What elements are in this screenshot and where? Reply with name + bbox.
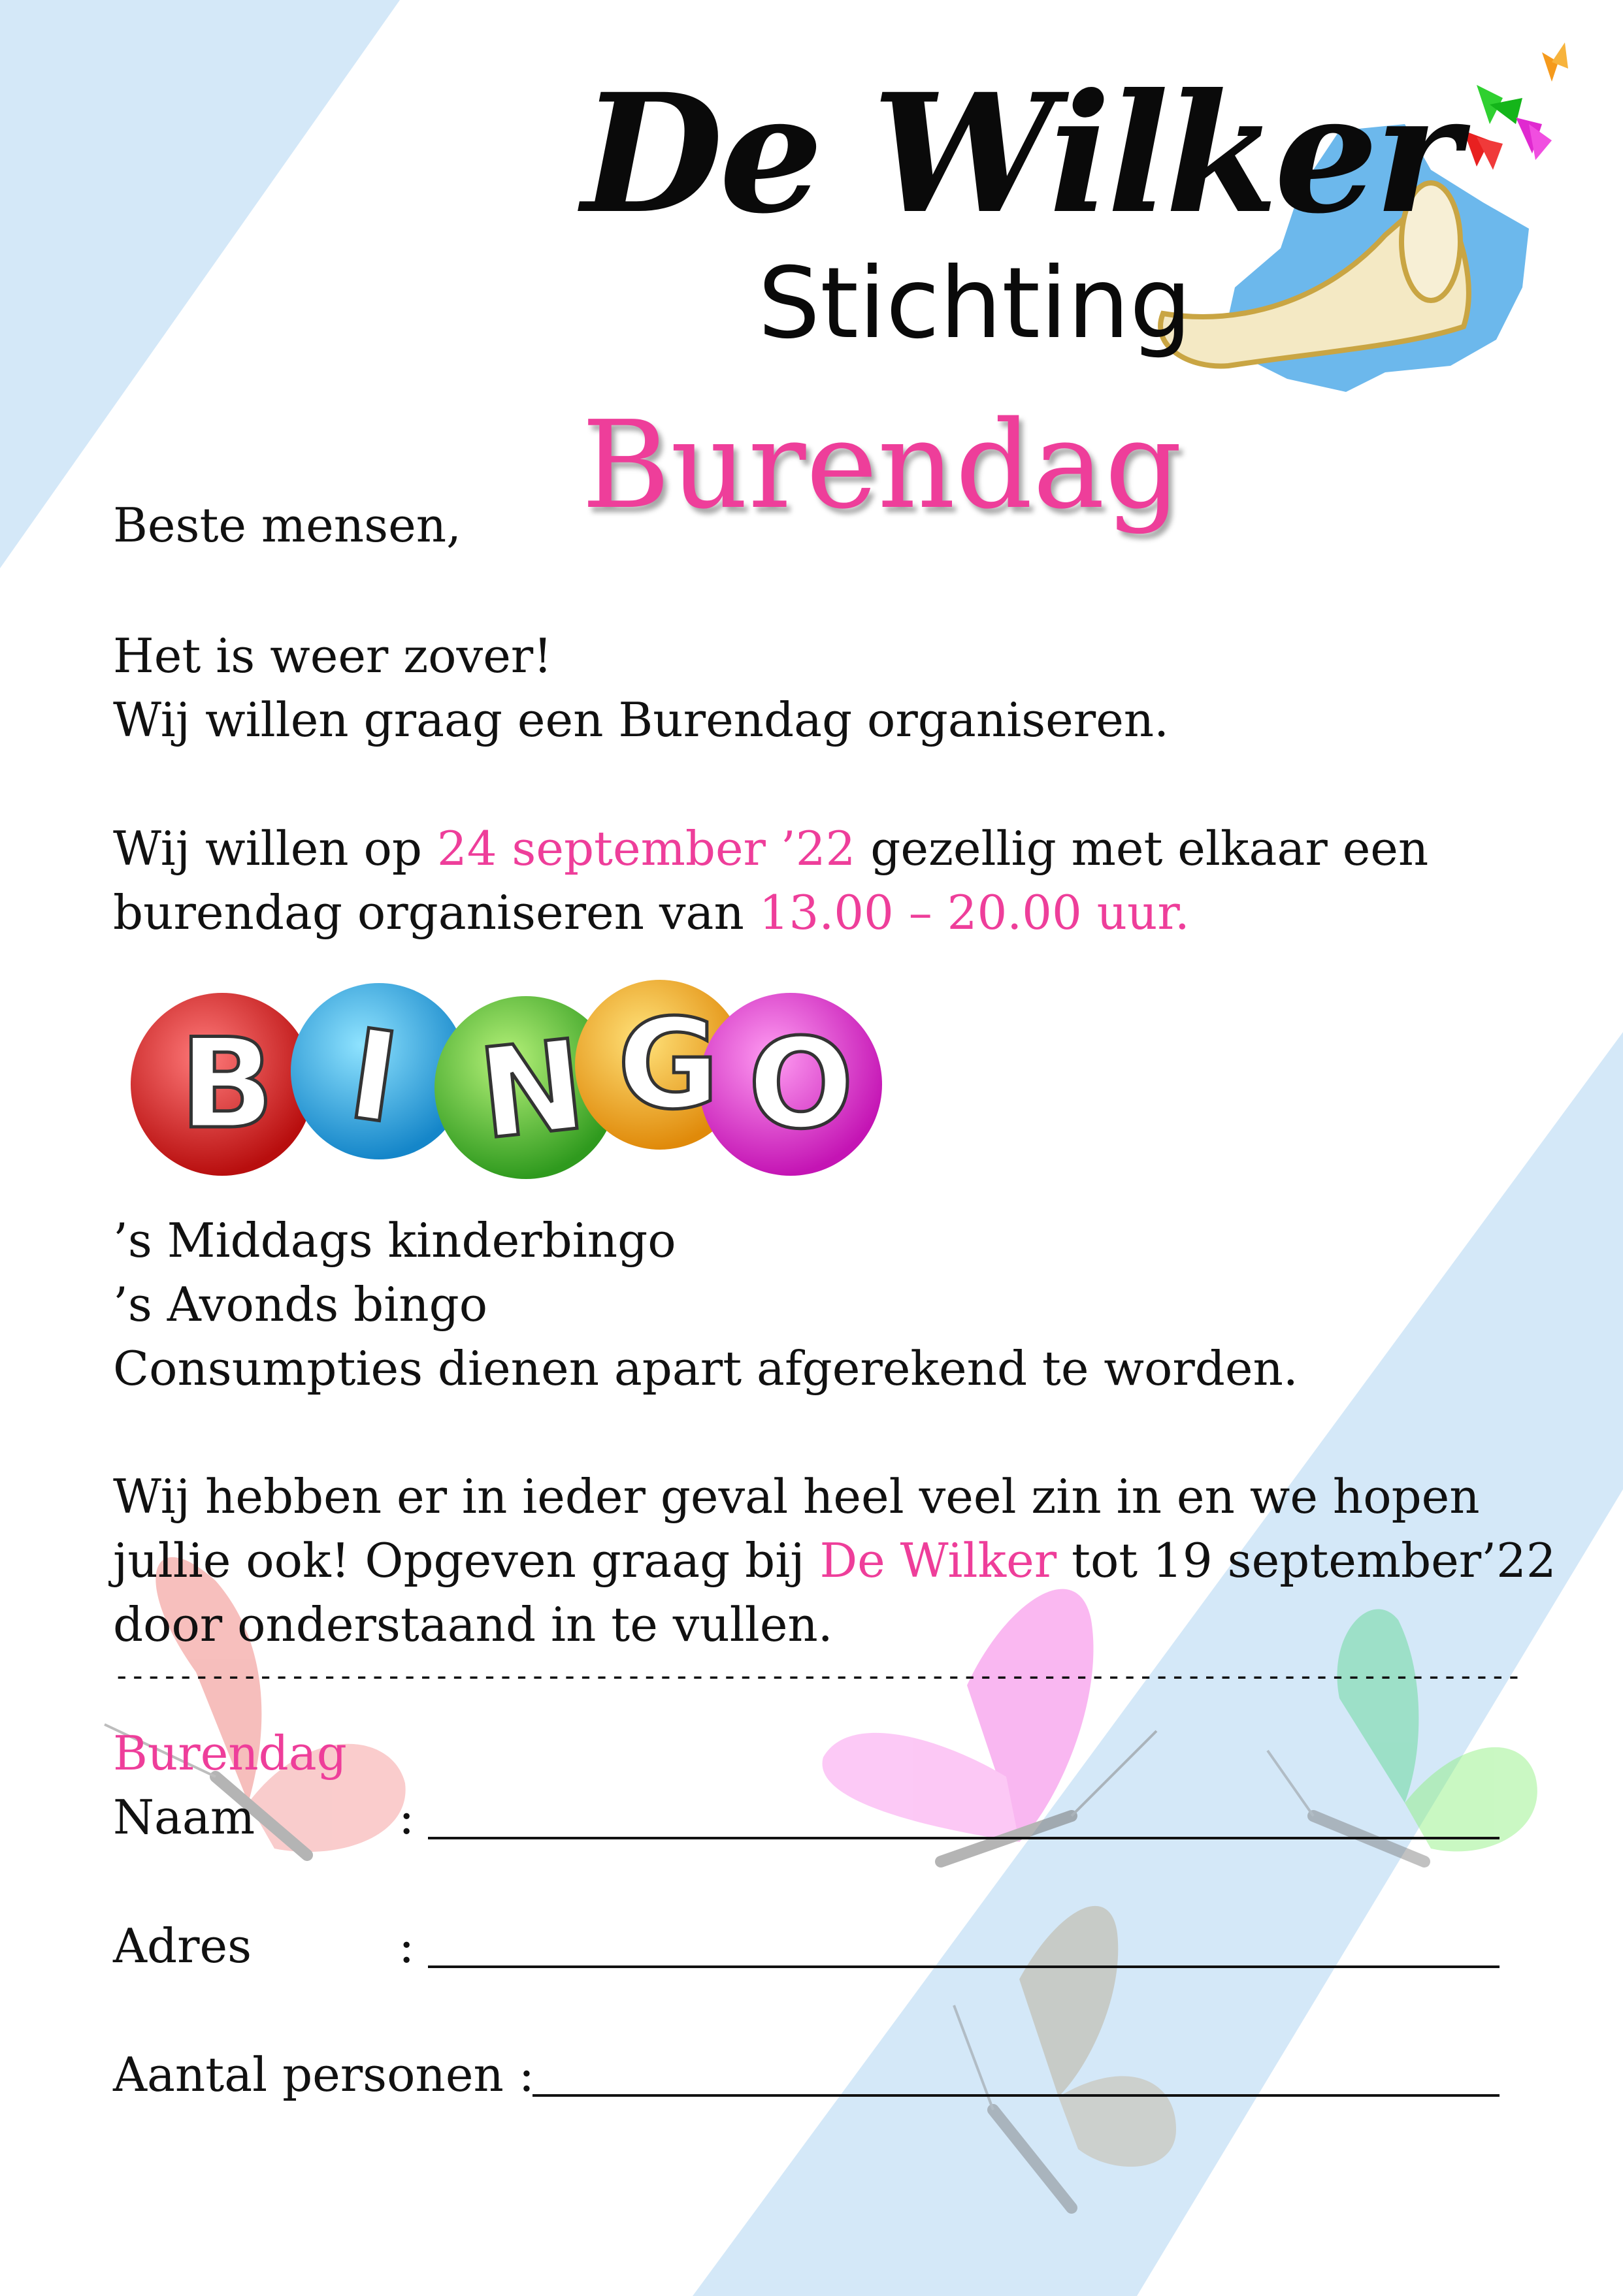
bingo-letter-b: B [180,1012,274,1156]
address-field[interactable] [428,1965,1500,1968]
program-line-3: Consumpties dienen apart afgerekend te worden. [113,1341,1298,1396]
program-line-1: ’s Middags kinderbingo [113,1213,676,1268]
persons-field[interactable] [533,2094,1500,2097]
address-colon: : [399,1918,415,1973]
closing-line-3: door onderstaand in te vullen. [113,1597,833,1652]
bingo-logo [124,960,895,1195]
intro-line-2: Wij willen graag een Burendag organiseren. [113,692,1170,747]
closing-line-2-start: jullie ook! Opgeven graag bij [113,1533,820,1588]
bingo-letter-g: G [617,992,719,1137]
bingo-letter-n: N [472,1012,592,1167]
closing-line-1: Wij hebben er in ieder geval heel veel zin in en we hopen [113,1469,1480,1524]
bingo-letter-o: O [748,1012,854,1156]
name-colon: : [399,1790,415,1845]
name-label: Naam [113,1790,255,1845]
cut-line: ---------------------------------------------------------------------------------------- [113,1659,1522,1692]
logo-subtitle: Stichting [758,247,1192,361]
form-heading: Burendag [113,1726,347,1781]
name-field[interactable] [428,1837,1500,1839]
persons-label: Aantal personen : [113,2047,534,2102]
bingo-letter-i: I [340,1001,407,1152]
butterfly-small-red-icon [1464,131,1503,170]
butterfly-small-orange-icon [1542,42,1568,82]
page-title: Burendag [582,395,1183,536]
program-line-2: ’s Avonds bingo [113,1277,488,1332]
event-date: 24 september ’22 [436,821,856,876]
event-time: 13.00 – 20.00 uur. [759,885,1190,940]
top-left-stripe [0,0,400,568]
logo-name: De Wilker [582,57,1457,250]
event-line-2-start: burendag organiseren van [113,885,759,940]
event-line-1 [113,817,1428,881]
event-line-1-end: gezellig met elkaar een [855,821,1429,876]
butterfly-small-green-icon [1477,85,1522,124]
logo [562,39,1581,431]
greeting: Beste mensen, [113,498,461,553]
organisation-name: De Wilker [819,1533,1057,1588]
intro-line-1: Het is weer zover! [113,628,553,683]
closing-line-2 [113,1528,1556,1593]
address-label: Adres [113,1918,252,1973]
butterfly-small-magenta-icon [1516,118,1552,160]
event-line-2 [113,881,1190,945]
event-line-1-start: Wij willen op [113,821,437,876]
closing-line-2-end: tot 19 september’22 [1057,1533,1556,1588]
